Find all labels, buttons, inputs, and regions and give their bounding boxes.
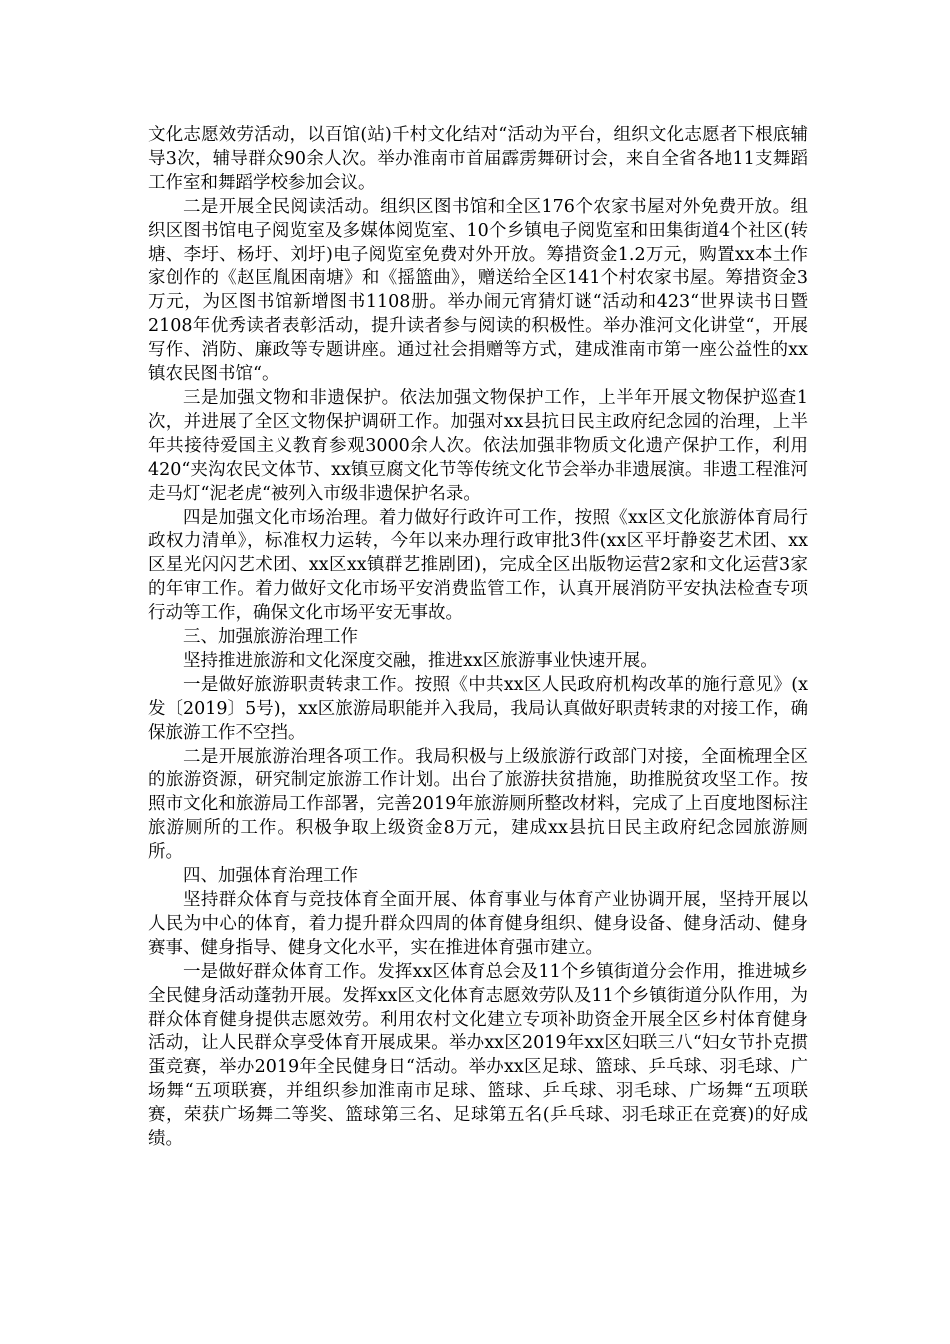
document-page — [148, 124, 808, 1152]
paragraph-7: 二是开展旅游治理各项工作。我局积极与上级旅游行政部门对接，全面梳理全区的旅游资源，研究制定旅游工作计划。出台了旅游扶贫措施，助推脱贫攻坚工作。按照市文化和旅游局工作部署，完善2019年旅游厕所整改材料，完成了上百度地图标注旅游厕所的工作。积极争取上级资金8万元，建成xx县抗日民主政府纪念园旅游厕所。 — [148, 746, 808, 863]
section-heading-tourism: 三、加强旅游治理工作 — [183, 627, 358, 648]
section-heading-sports: 四、加强体育治理工作 — [183, 866, 358, 887]
paragraph-6: 一是做好旅游职责转隶工作。按照《中共xx区人民政府机构改革的施行意见》(x发〔2019〕5号)，xx区旅游局职能并入我局，我局认真做好职责转隶的对接工作，确保旅游工作不空挡。 — [148, 674, 808, 743]
paragraph-5: 坚持推进旅游和文化深度交融，推进xx区旅游事业快速开展。 — [183, 650, 658, 671]
paragraph-3: 三是加强文物和非遗保护。依法加强文物保护工作，上半年开展文物保护巡查1次，并进展了全区文物保护调研工作。加强对xx县抗日民主政府纪念园的治理，上半年共接待爱国主义教育参观3000余人次。依法加强非物质文化遗产保护工作，利用420“夹沟农民文体节、xx镇豆腐文化节等传统文化节会举办非遗展演。非遗工程淮河走马灯“泥老虎“被列入市级非遗保护名录。 — [148, 387, 808, 504]
paragraph-1: 文化志愿效劳活动，以百馆(站)千村文化结对“活动为平台，组织文化志愿者下根底辅导3次，辅导群众90余人次。举办淮南市首届霹雳舞研讨会，来自全省各地11支舞蹈工作室和舞蹈学校参加会议。 — [148, 125, 808, 193]
paragraph-4: 四是加强文化市场治理。着力做好行政许可工作，按照《xx区文化旅游体育局行政权力清单》，标准权力运转，今年以来办理行政审批3件(xx区平圩静姿艺术团、xx区星光闪闪艺术团、xx区xx镇群艺推剧团)，完成全区出版物运营2家和文化运营3家的年审工作。着力做好文化市场平安消费监管工作，认真开展消防平安执法检查专项行动等工作，确保文化市场平安无事故。 — [148, 507, 808, 624]
paragraph-2: 二是开展全民阅读活动。组织区图书馆和全区176个农家书屋对外免费开放。组织区图书馆电子阅览室及多媒体阅览室、10个乡镇电子阅览室和田集街道4个社区(转塘、李圩、杨圩、刘圩)电子阅览室免费对外开放。筹措资金1.2万元，购置xx本土作家创作的《赵匡胤困南塘》和《摇篮曲》，赠送给全区141个村农家书屋。筹措资金3万元，为区图书馆新增图书1108册。举办闹元宵猜灯谜“活动和423“世界读书日暨2108年优秀读者表彰活动，提升读者参与阅读的积极性。举办淮河文化讲堂“，开展写作、消防、廉政等专题讲座。通过社会捐赠等方式，建成淮南市第一座公益性的xx镇农民图书馆“。 — [148, 196, 808, 385]
paragraph-9: 一是做好群众体育工作。发挥xx区体育总会及11个乡镇街道分会作用，推进城乡全民健身活动蓬勃开展。发挥xx区文化体育志愿效劳队及11个乡镇街道分队作用，为群众体育健身提供志愿效劳。利用农村文化建立专项补助资金开展全区乡村体育健身活动，让人民群众享受体育开展成果。举办xx区2019年xx区妇联三八“妇女节扑克掼蛋竞赛，举办2019年全民健身日“活动。举办xx区足球、篮球、乒乓球、羽毛球、广场舞“五项联赛，并组织参加淮南市足球、篮球、乒乓球、羽毛球、广场舞“五项联赛，荣获广场舞二等奖、篮球第三名、足球第五名(乒乓球、羽毛球正在竞赛)的好成绩。 — [148, 961, 808, 1150]
paragraph-8: 坚持群众体育与竞技体育全面开展、体育事业与体育产业协调开展，坚持开展以人民为中心的体育，着力提升群众四周的体育健身组织、健身设备、健身活动、健身赛事、健身指导、健身文化水平，实在推进体育强市建立。 — [148, 890, 808, 958]
